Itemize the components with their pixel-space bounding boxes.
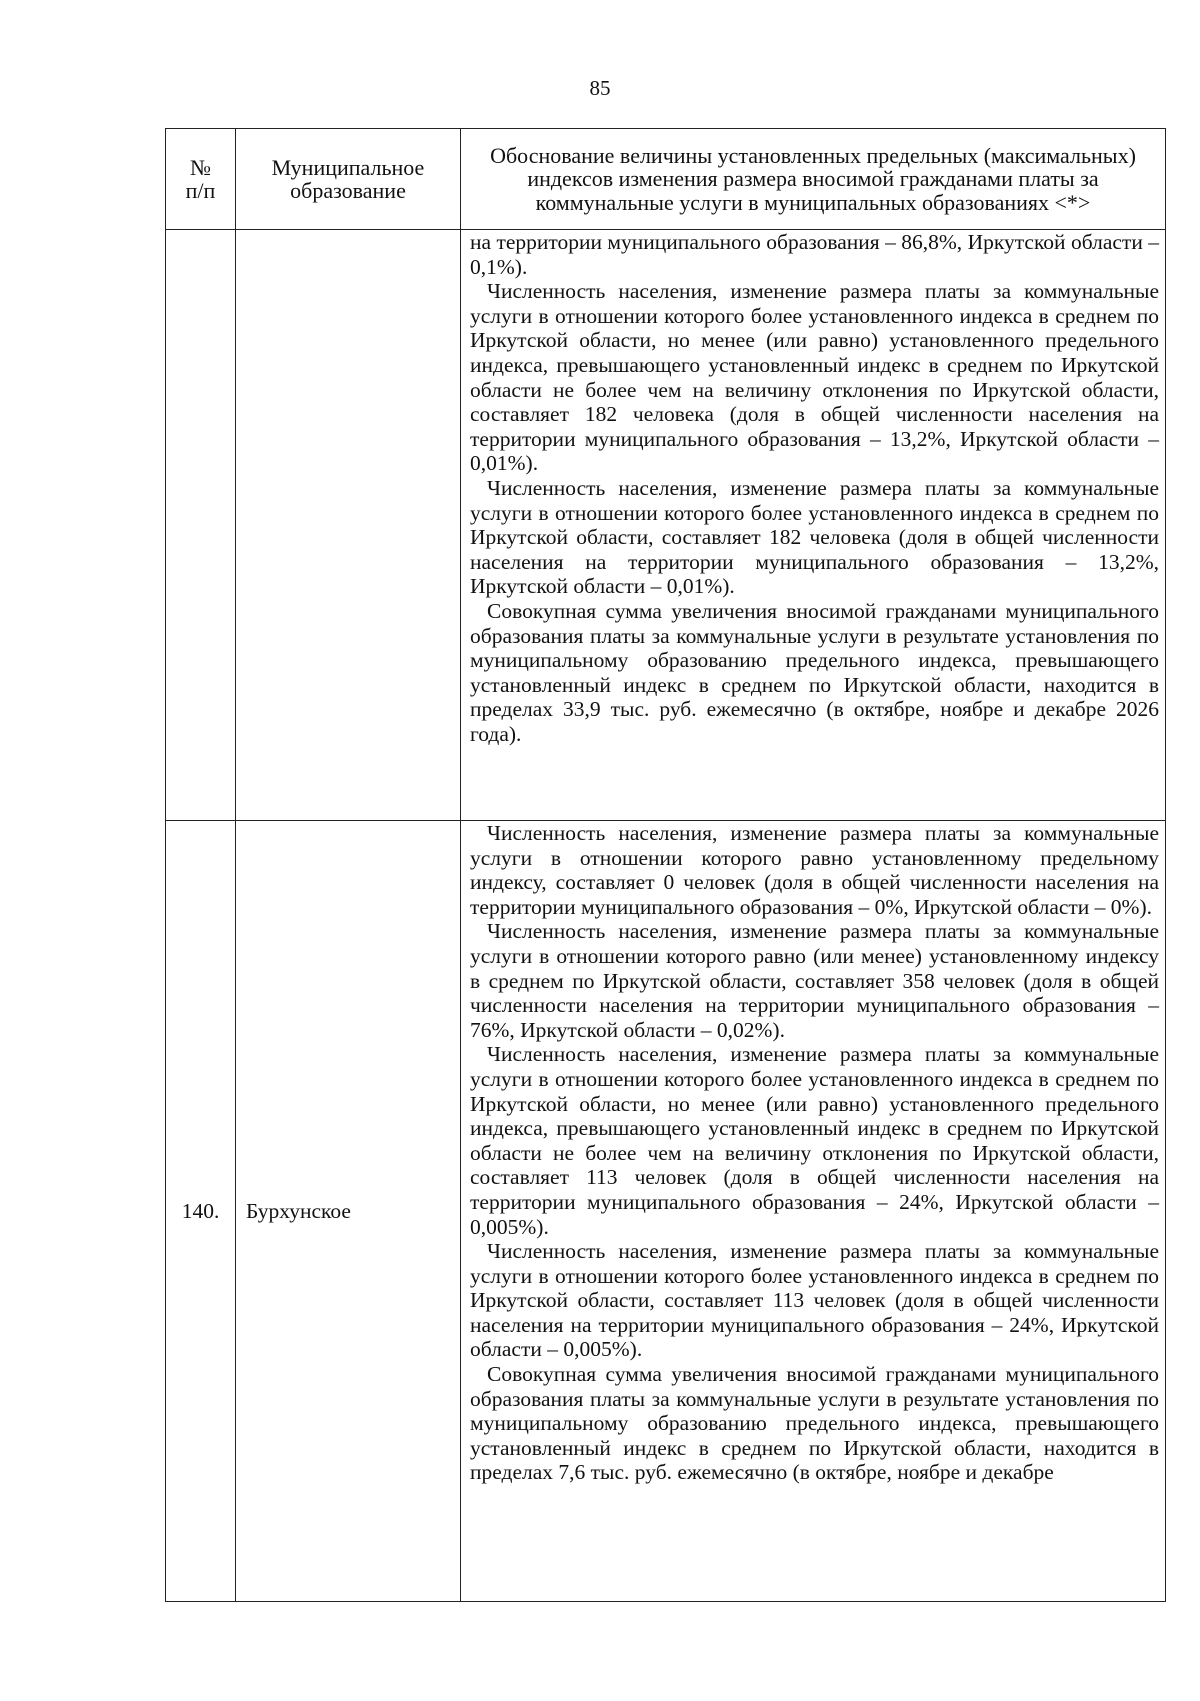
header-municipality: Муниципальное образование xyxy=(236,129,461,230)
justification-paragraph: Совокупная сумма увеличения вносимой гражданами муниципального образования платы за коммунальные услуги в результате установления по муниципальному образованию предельного индекса, превышающего установленный индекс в среднем по Иркутской области, находится в пределах 7,6 тыс. руб. ежемесячно (в октябре, ноябре и декабре xyxy=(470,1362,1159,1485)
row-municipality xyxy=(236,230,461,821)
table-header-row xyxy=(166,129,1166,230)
header-justification: Обоснование величины установленных предельных (максимальных) индексов изменения размера вносимой гражданами платы за коммунальные услуги в муниципальных образованиях <*> xyxy=(461,129,1166,230)
header-number: № п/п xyxy=(166,129,236,230)
row-number xyxy=(166,230,236,821)
row-number: 140. xyxy=(166,821,236,1602)
row-municipality: Бурхунское xyxy=(236,821,461,1602)
page-number: 85 xyxy=(589,76,611,100)
justification-paragraph: Численность населения, изменение размера платы за коммунальные услуги в отношении которого более установленного индекса в среднем по Иркутской области, составляет 113 человек (доля в общей численности населения на территории муниципального образования – 24%, Иркутской области – 0,005%). xyxy=(470,1239,1159,1362)
justification-paragraph: Численность населения, изменение размера платы за коммунальные услуги в отношении которого более установленного индекса в среднем по Иркутской области, но менее (или равно) установленного предельного индекса, превышающего установленный индекс в среднем по Иркутской области не более чем на величину отклонения по Иркутской области, составляет 113 человек (доля в общей численности населения на территории муниципального образования – 24%, Иркутской области – 0,005%). xyxy=(470,1042,1159,1239)
justification-paragraph: на территории муниципального образования – 86,8%, Иркутской области – 0,1%). xyxy=(470,230,1159,279)
justification-paragraph: Численность населения, изменение размера платы за коммунальные услуги в отношении которого равно установленному предельному индексу, составляет 0 человек (доля в общей численности населения на территории муниципального образования – 0%, Иркутской области – 0%). xyxy=(470,821,1159,919)
justification-paragraph: Численность населения, изменение размера платы за коммунальные услуги в отношении которого более установленного индекса в среднем по Иркутской области, но менее (или равно) установленного предельного индекса, превышающего установленный индекс в среднем по Иркутской области не более чем на величину отклонения по Иркутской области, составляет 182 человека (доля в общей численности населения на территории муниципального образования – 13,2%, Иркутской области – 0,01%). xyxy=(470,279,1159,476)
justification-paragraph: Численность населения, изменение размера платы за коммунальные услуги в отношении которого равно (или менее) установленному индексу в среднем по Иркутской области, составляет 358 человек (доля в общей численности населения на территории муниципального образования – 76%, Иркутской области – 0,02%). xyxy=(470,919,1159,1042)
table-row xyxy=(166,821,1166,1602)
justification-paragraph: Численность населения, изменение размера платы за коммунальные услуги в отношении которого более установленного индекса в среднем по Иркутской области, составляет 182 человека (доля в общей численности населения на территории муниципального образования – 13,2%, Иркутской области – 0,01%). xyxy=(470,475,1159,599)
tariff-index-table xyxy=(165,128,1166,1602)
table-row xyxy=(166,230,1166,821)
row-justification xyxy=(461,821,1166,1602)
row-justification xyxy=(461,230,1166,821)
justification-paragraph: Совокупная сумма увеличения вносимой гражданами муниципального образования платы за коммунальные услуги в результате установления по муниципальному образованию предельного индекса, превышающего установленный индекс в среднем по Иркутской области, находится в пределах 33,9 тыс. руб. ежемесячно (в октябре, ноябре и декабре 2026 года). xyxy=(470,598,1159,746)
